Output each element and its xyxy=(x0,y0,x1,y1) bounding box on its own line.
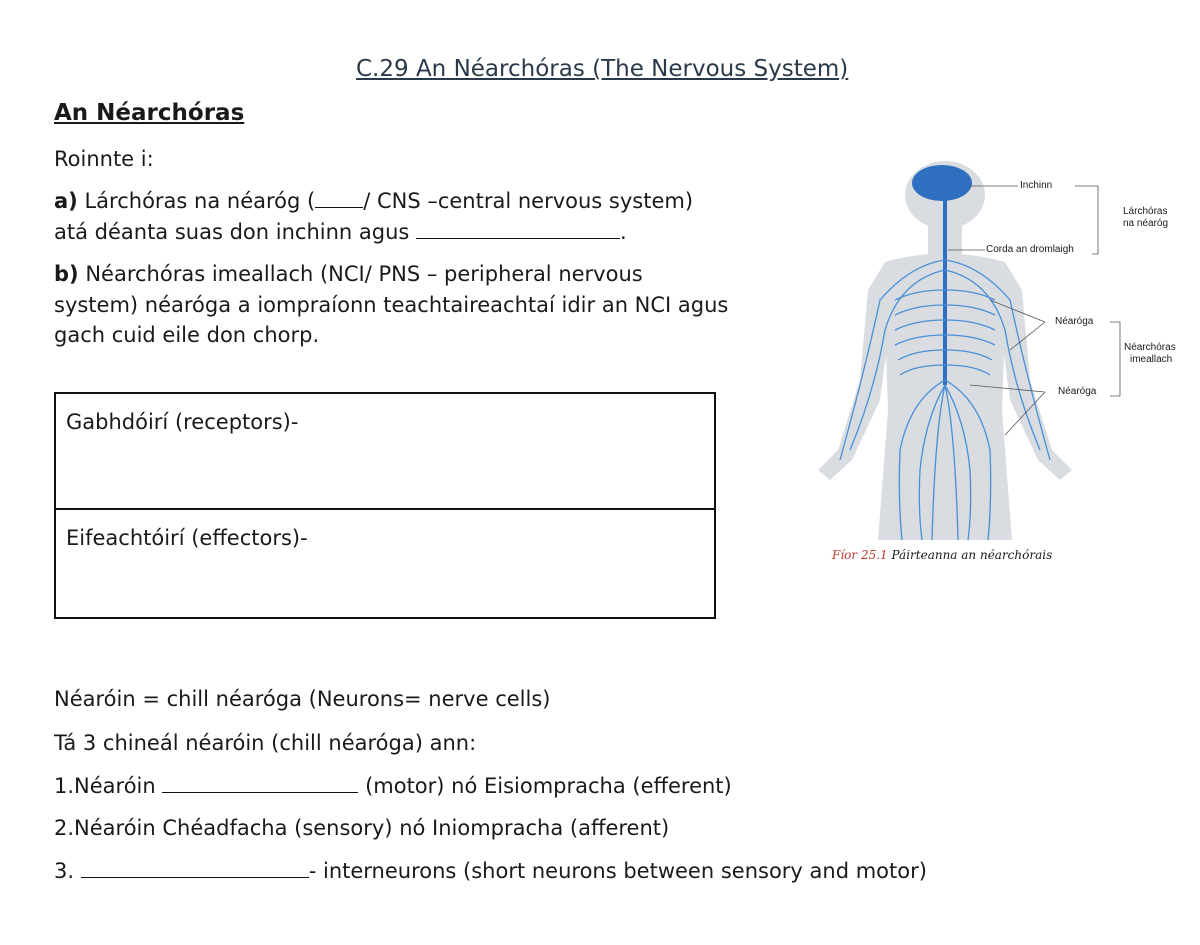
page-title: C.29 An Néarchóras (The Nervous System) xyxy=(356,56,849,82)
part-b-line1 xyxy=(54,259,643,289)
item3-end: - interneurons (short neurons between sensory and motor) xyxy=(308,859,927,883)
interneuron-blank[interactable] xyxy=(81,859,309,878)
effectors-row[interactable] xyxy=(56,510,714,617)
part-a-line1 xyxy=(54,186,693,216)
part-a-line2-text: atá déanta suas don inchinn agus xyxy=(54,220,410,244)
label-pns-line1: Néarchóras xyxy=(1124,342,1176,353)
brain-shape xyxy=(912,165,972,201)
label-nerves-top: Néaróga xyxy=(1055,316,1094,327)
neuron-item-3 xyxy=(54,856,927,886)
label-cns-line2: na néaróg xyxy=(1123,218,1169,229)
caption-number: Fíor 25.1 xyxy=(832,548,888,562)
label-cns-line1: Lárchóras xyxy=(1123,206,1168,217)
part-b-line3: gach cuid eile don chorp. xyxy=(54,323,320,347)
part-a-text2: / CNS –central nervous system) xyxy=(363,189,694,213)
neuron-types-intro: Tá 3 chineál néaróin (chill néaróga) ann: xyxy=(54,731,477,755)
label-pns-line2: imeallach xyxy=(1130,354,1173,365)
label-spinal-cord: Corda an dromlaigh xyxy=(986,244,1074,255)
receptors-label: Gabhdóirí (receptors)- xyxy=(66,410,299,434)
part-b-label: b) xyxy=(54,262,79,286)
spinal-cord-blank[interactable] xyxy=(416,220,620,239)
effectors-label: Eifeachtóirí (effectors)- xyxy=(66,526,308,550)
section-heading: An Néarchóras xyxy=(54,100,245,126)
figure-caption xyxy=(832,548,1052,562)
part-a-label: a) xyxy=(54,189,78,213)
receptors-row[interactable] xyxy=(56,394,714,510)
caption-text: Páirteanna an néarchórais xyxy=(891,548,1053,562)
part-b-line2: system) néaróga a iompraíonn teachtaireachtaí idir an NCI agus xyxy=(54,293,729,317)
item1-end: (motor) nó Eisiompracha (efferent) xyxy=(365,774,732,798)
part-a-end: . xyxy=(620,220,627,244)
motor-blank[interactable] xyxy=(162,774,358,793)
part-a-text1: Lárchóras na néaróg ( xyxy=(84,189,316,213)
label-nerves-bottom: Néaróga xyxy=(1058,386,1097,397)
neurons-definition: Néaróin = chill néaróga (Neurons= nerve cells) xyxy=(54,687,551,711)
receptors-effectors-table xyxy=(54,392,716,619)
neuron-item-1 xyxy=(54,771,732,801)
nervous-system-figure xyxy=(790,150,1200,580)
part-b-line1-text: Néarchóras imeallach (NCI/ PNS – peripheral nervous xyxy=(85,262,643,286)
part-a-line2 xyxy=(54,217,627,247)
item3-start: 3. xyxy=(54,859,75,883)
label-brain: Inchinn xyxy=(1020,180,1053,191)
intro-text: Roinnte i: xyxy=(54,147,154,171)
item1-start: 1.Néaróin xyxy=(54,774,156,798)
cns-blank[interactable] xyxy=(315,189,363,208)
neuron-item-2: 2.Néaróin Chéadfacha (sensory) nó Iniompracha (afferent) xyxy=(54,816,670,840)
